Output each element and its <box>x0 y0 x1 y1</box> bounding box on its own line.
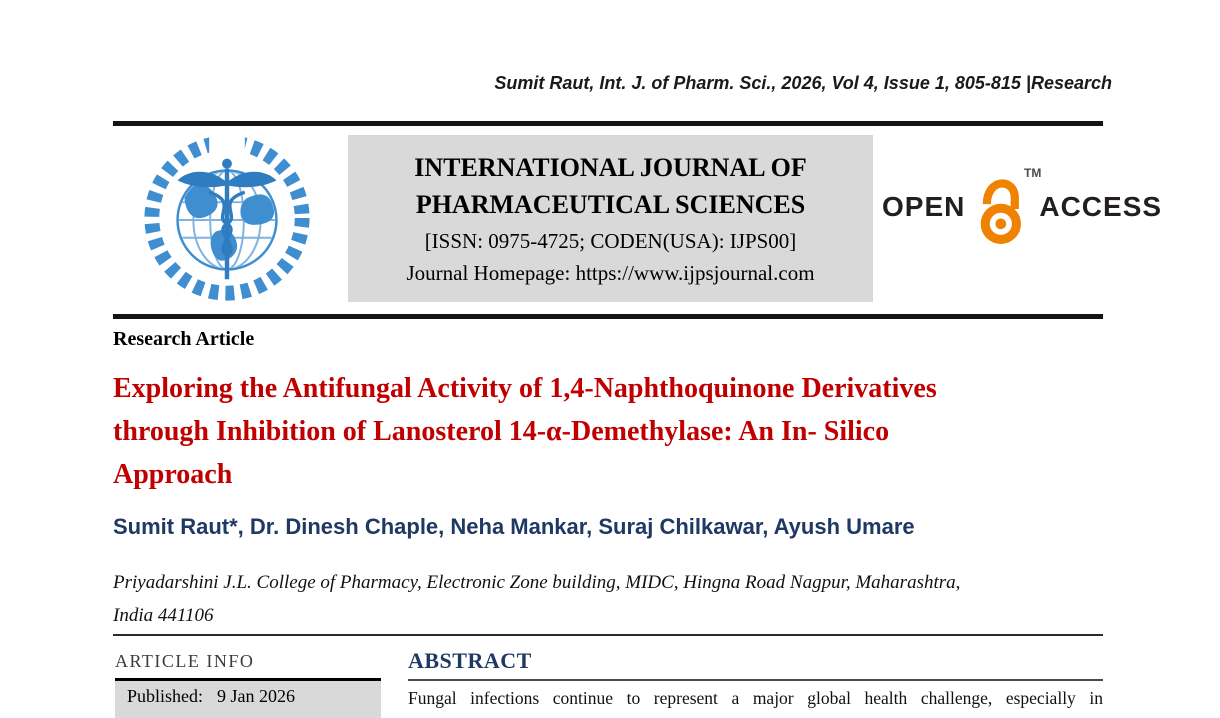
published-date: 9 Jan 2026 <box>217 686 296 706</box>
affiliation <box>113 566 1113 632</box>
title-line-3: Approach <box>113 459 233 490</box>
journal-title-box <box>348 135 873 302</box>
open-access-logo <box>882 168 1162 246</box>
abstract-text: Fungal infections continue to represent a major global health challenge, especially in <box>408 688 1103 708</box>
header-rule-top <box>113 121 1103 126</box>
section-divider <box>113 634 1103 636</box>
article-info-section <box>115 650 381 718</box>
open-lock-wrap <box>975 166 1042 246</box>
abstract-heading: ABSTRACT <box>408 648 532 673</box>
title-line-2: through Inhibition of Lanosterol 14-α-Demethylase: An In- Silico <box>113 416 890 447</box>
journal-name-line1: INTERNATIONAL JOURNAL OF <box>414 153 807 182</box>
published-box <box>115 678 381 718</box>
title-line-1: Exploring the Antifungal Activity of 1,4-Naphthoquinone Derivatives <box>113 373 937 404</box>
article-type-label: Research Article <box>113 328 255 350</box>
affiliation-line-2: India 441106 <box>113 605 214 626</box>
open-access-access-label: ACCESS <box>1039 191 1163 222</box>
journal-issn-line: [ISSN: 0975-4725; CODEN(USA): IJPS00] <box>424 229 797 253</box>
trademark-symbol: TM <box>1024 166 1042 180</box>
affiliation-line-1: Priyadarshini J.L. College of Pharmacy, Electronic Zone building, MIDC, Hingna Road Nagpur, Maharashtra, <box>113 572 961 593</box>
open-access-open-label: OPEN <box>882 191 966 222</box>
article-title <box>113 367 1123 496</box>
journal-homepage-link[interactable]: Journal Homepage: https://www.ijpsjournal.com <box>406 261 815 285</box>
abstract-rule <box>408 679 1103 681</box>
header-rule-bottom <box>113 314 1103 319</box>
journal-name-line2: PHARMACEUTICAL SCIENCES <box>415 190 806 219</box>
running-head: Sumit Raut, Int. J. of Pharm. Sci., 2026, Vol 4, Issue 1, 805-815 |Research <box>494 73 1112 93</box>
published-label: Published: <box>127 686 204 706</box>
article-info-heading: ARTICLE INFO <box>115 651 255 671</box>
abstract-section <box>408 648 1103 711</box>
open-lock-icon <box>975 168 1025 246</box>
who-caduceus-globe-logo <box>127 129 327 307</box>
authors-line: Sumit Raut*, Dr. Dinesh Chaple, Neha Mankar, Suraj Chilkawar, Ayush Umare <box>113 514 915 539</box>
